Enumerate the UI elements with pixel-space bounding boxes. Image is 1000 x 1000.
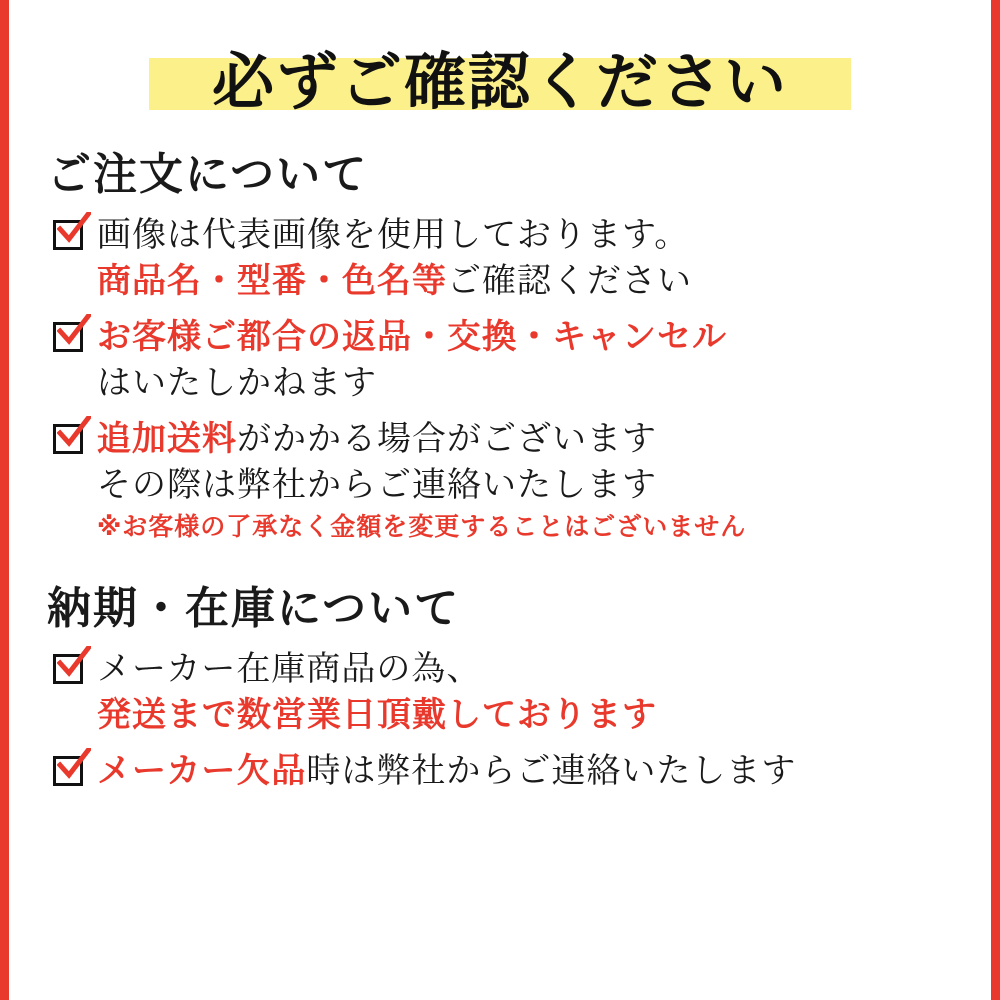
item-text: その際は弊社からご連絡いたします xyxy=(97,465,657,505)
item-text-emphasis: 発送まで数営業日頂戴しております xyxy=(97,695,657,735)
list-item xyxy=(53,314,991,406)
item-text: はいたしかねます xyxy=(97,363,377,403)
item-line xyxy=(97,314,991,360)
checkbox-checked-icon xyxy=(53,654,87,688)
section-delivery xyxy=(9,572,991,794)
item-text: 画像は代表画像を使用しております。 xyxy=(97,215,690,255)
page-title: 必ずご確認ください xyxy=(211,45,788,118)
checkbox-checked-icon xyxy=(53,220,87,254)
item-line xyxy=(97,646,991,692)
item-text-emphasis: 商品名・型番・色名等 xyxy=(97,261,447,301)
item-text-emphasis: お客様ご都合の返品・交換・キャンセル xyxy=(97,317,727,357)
item-line xyxy=(97,462,991,508)
checkbox-checked-icon xyxy=(53,322,87,356)
item-line xyxy=(97,258,991,304)
item-line xyxy=(97,212,991,258)
section-order xyxy=(9,138,991,546)
list-item xyxy=(53,416,991,546)
item-line xyxy=(97,416,991,462)
item-note-text: ※お客様の了承なく金額を変更することはございません xyxy=(97,512,747,541)
checkbox-checked-icon xyxy=(53,756,87,790)
section-heading: 納期・在庫について xyxy=(47,583,461,634)
page-title-block xyxy=(9,36,991,128)
item-line xyxy=(97,692,991,738)
left-red-border xyxy=(0,0,9,1000)
notice-page xyxy=(9,0,991,1000)
list-item xyxy=(53,646,991,738)
section-heading: ご注文について xyxy=(47,149,369,200)
item-line xyxy=(97,360,991,406)
item-line xyxy=(97,748,991,794)
item-text: 時は弊社からご連絡いたします xyxy=(306,751,797,791)
item-text: ご確認ください xyxy=(447,261,692,301)
item-note xyxy=(97,508,991,546)
item-text: がかかる場合がございます xyxy=(237,419,657,459)
item-text-emphasis: 追加送料 xyxy=(97,419,237,459)
item-text: メーカー在庫商品の為、 xyxy=(97,649,482,689)
right-red-border xyxy=(991,0,1000,1000)
list-item xyxy=(53,212,991,304)
item-text-emphasis: メーカー欠品 xyxy=(97,751,307,791)
list-item xyxy=(53,748,991,794)
checkbox-checked-icon xyxy=(53,424,87,458)
